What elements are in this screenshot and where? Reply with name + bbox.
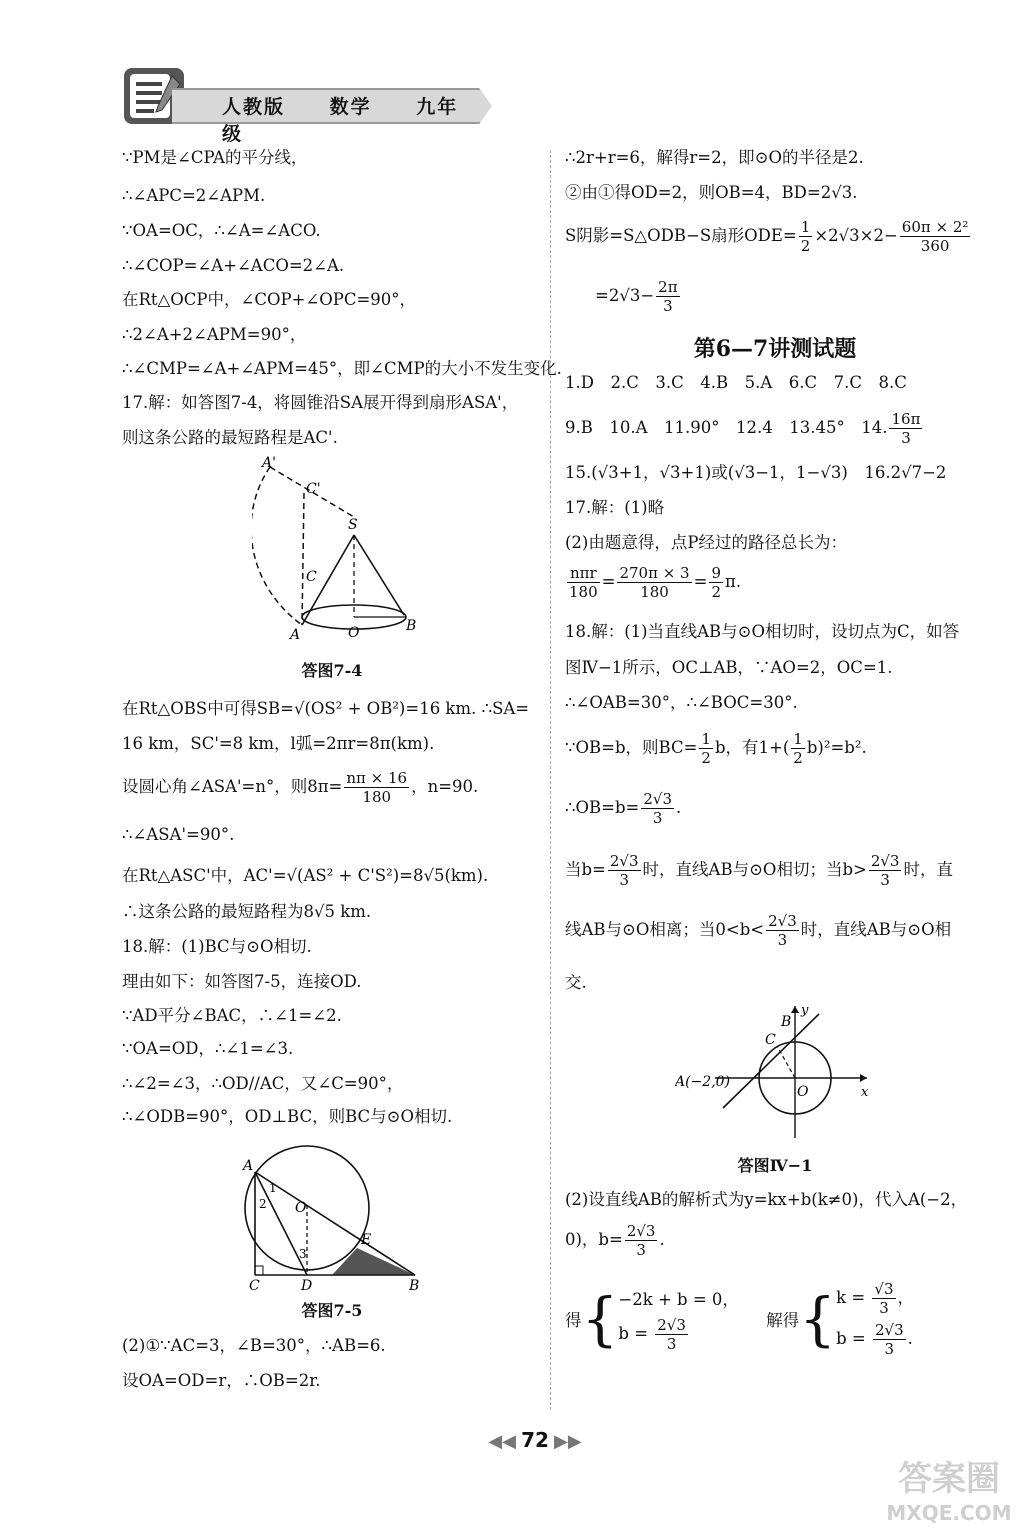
left-brace: {	[799, 1285, 837, 1353]
numerator: 2√3	[657, 1315, 686, 1334]
denominator: 3	[666, 1334, 677, 1353]
cone-figure	[252, 455, 432, 645]
fraction	[641, 790, 674, 827]
label-O: O	[797, 1084, 809, 1100]
text-line: 17.解：(1)略	[565, 498, 665, 517]
page-header	[122, 66, 502, 145]
fraction	[799, 218, 813, 255]
text-segment: ×2√3×2−	[814, 226, 898, 245]
header-title	[222, 92, 502, 146]
text-line: ∴∠APC=2∠APM.	[122, 186, 266, 205]
label-D: D	[301, 1278, 313, 1290]
text-line: 理由如下：如答图7-5，连接OD.	[122, 972, 362, 991]
coordinate-figure	[675, 1000, 875, 1140]
text-line: 16 km，SC'=8 km，l弧=2πr=8π(km).	[122, 734, 435, 753]
text-segment: b)²=b².	[806, 738, 867, 757]
denominator: 3	[663, 297, 673, 315]
left-brace: {	[581, 1285, 619, 1353]
label-C: C	[306, 569, 317, 585]
numerator: 16π	[891, 410, 921, 428]
solution-rows	[836, 1280, 914, 1358]
grade-label: 九年级	[222, 96, 459, 145]
text-line: ∴这条公路的最短路程为8√5 km.	[122, 902, 372, 921]
text-line: ∵AD平分∠BAC，∴∠1=∠2.	[122, 1006, 342, 1025]
text-segment: 当b=	[565, 860, 606, 879]
label-O: O	[348, 625, 360, 641]
fraction	[699, 730, 713, 767]
text-line: 18.解：(1)当直线AB与⊙O相切时，设切点为C，如答	[565, 622, 960, 641]
fraction	[766, 912, 799, 949]
denominator: 3	[777, 931, 788, 949]
watermark-logo	[879, 1448, 1019, 1528]
denominator: 2	[701, 749, 711, 767]
text-line	[565, 730, 867, 767]
answers-line: 1.D 2.C 3.C 4.B 5.A 6.C 7.C 8.C	[565, 373, 907, 392]
label-A: A	[243, 1158, 254, 1174]
label-C: C	[249, 1278, 260, 1290]
fraction	[655, 1316, 688, 1353]
label-O: O	[295, 1200, 307, 1216]
text-line: ∴∠ODB=90°，OD⊥BC，则BC与⊙O相切.	[122, 1107, 453, 1126]
text-segment: =2√3−	[595, 286, 655, 305]
denominator: 2	[800, 237, 811, 255]
text-line: ②由①得OD=2，则OB=4，BD=2√3.	[565, 183, 858, 202]
fraction	[617, 564, 691, 601]
text-line: 在Rt△OCP中，∠COP+∠OPC=90°，	[122, 290, 417, 309]
text-segment: .	[676, 798, 682, 817]
text-line: 在Rt△ASC'中，AC'=√(AS² + C'S²)=8√5(km).	[122, 866, 489, 885]
numerator: 2√3	[768, 912, 797, 930]
label-B: B	[406, 618, 417, 634]
text-segment: 9.B 10.A 11.90° 12.4 13.45° 14.	[565, 418, 888, 437]
fraction	[656, 278, 679, 315]
path-formula	[565, 564, 741, 601]
answers-line	[565, 410, 924, 447]
denominator: 3	[879, 1299, 889, 1317]
denominator: 180	[640, 583, 669, 601]
text-segment: 时，直线AB与⊙O相	[800, 920, 952, 939]
text-segment: k =	[836, 1288, 871, 1307]
text-line: 17.解：如答图7-4，将圆锥沿SA展开得到扇形ASA'，	[122, 393, 519, 412]
subject-label: 数学	[329, 96, 372, 118]
text-segment: 设圆心角∠ASA'=n°，则8π=	[122, 777, 343, 796]
text-segment: b =	[618, 1323, 654, 1343]
text-line: 交.	[565, 973, 587, 992]
text-segment: ∴OB=b=	[565, 798, 640, 817]
text-segment: ∵OB=b，则BC=	[565, 738, 698, 757]
text-line: ∵OA=OD，∴∠1=∠3.	[122, 1039, 294, 1058]
numerator: 1	[800, 218, 811, 236]
fraction	[873, 1321, 906, 1358]
text-line: ∴∠CMP=∠A+∠APM=45°，即∠CMP的大小不发生变化.	[122, 359, 562, 378]
denominator: 3	[884, 1340, 895, 1358]
page-footer	[470, 1428, 600, 1458]
figure-caption: 答图7-4	[301, 661, 363, 680]
numerator: 9	[711, 564, 721, 582]
denominator: 3	[636, 1241, 646, 1259]
denominator: 180	[362, 788, 392, 806]
denominator: 3	[880, 871, 890, 889]
label-E: E	[361, 1232, 372, 1248]
numerator: 2π	[658, 278, 678, 296]
text-segment: π.	[724, 572, 742, 591]
label-1: 1	[269, 1181, 277, 1195]
label-B: B	[781, 1014, 792, 1030]
area-formula	[565, 218, 972, 255]
text-line: ∴∠OAB=30°，∴∠BOC=30°.	[565, 693, 798, 712]
equation-row	[618, 1316, 739, 1353]
fraction	[889, 410, 922, 447]
label-3: 3	[299, 1247, 307, 1261]
text-line: 18.解：(1)BC与⊙O相切.	[122, 937, 312, 956]
numerator: 2√3	[874, 1321, 904, 1339]
text-line	[565, 912, 951, 949]
double-right-arrow-icon: ▶▶	[554, 1431, 582, 1452]
fraction	[608, 852, 641, 889]
section-title: 第6—7讲测试题	[693, 336, 857, 362]
text-segment: S阴影=S△ODB−S扇形ODE=	[565, 226, 797, 245]
text-line: ∵OA=OC，∴∠A=∠ACO.	[122, 221, 321, 240]
label-A-prime: A'	[262, 455, 276, 471]
fraction	[872, 1280, 895, 1317]
text-line: ∴∠2=∠3，∴OD//AC，又∠C=90°，	[122, 1074, 404, 1093]
page-number: 72	[521, 1428, 549, 1452]
numerator: √3	[874, 1280, 894, 1298]
denominator: 2	[793, 749, 803, 767]
fraction	[900, 218, 971, 255]
fraction	[709, 564, 723, 601]
text-segment: b，有1+(	[714, 738, 790, 757]
text-line: 设OA=OD=r，∴OB=2r.	[122, 1371, 321, 1390]
fraction	[791, 730, 805, 767]
label-2: 2	[259, 1197, 267, 1211]
text-segment: 时，直线AB与⊙O相切；当b>	[642, 860, 867, 879]
text-line: ∴∠COP=∠A+∠ACO=2∠A.	[122, 256, 345, 275]
text-segment: =	[693, 572, 708, 591]
label-y: y	[801, 1003, 809, 1018]
text-line: (2)①∵AC=3，∠B=30°，∴AB=6.	[122, 1336, 386, 1355]
text-segment: =	[601, 572, 616, 591]
numerator: nπr	[567, 564, 600, 583]
numerator: nπ × 16	[346, 769, 408, 787]
numerator: 1	[701, 730, 711, 748]
text-line	[565, 852, 953, 889]
numerator: 2√3	[609, 852, 639, 870]
figure-caption: 答图7-5	[301, 1301, 363, 1320]
numerator: 2√3	[626, 1222, 656, 1240]
label-A: A(−2,0)	[675, 1074, 731, 1090]
label-A: A	[290, 627, 301, 643]
label-C: C	[765, 1032, 776, 1048]
text-segment: ，n=90.	[411, 777, 479, 796]
text-line: ∴2r+r=6，解得r=2，即⊙O的半径是2.	[565, 148, 864, 167]
double-left-arrow-icon: ◀◀	[488, 1431, 516, 1452]
denominator: 360	[920, 237, 950, 255]
edition-label: 人教版	[222, 96, 286, 118]
text-segment: b =	[836, 1329, 871, 1348]
equation-row: −2k + b = 0，	[618, 1289, 739, 1309]
text-line: 图Ⅳ−1所示，OC⊥AB，∵AO=2，OC=1.	[565, 658, 893, 677]
text-segment: 线AB与⊙O相离；当0<b<	[565, 920, 765, 939]
text-segment: .	[659, 1230, 665, 1249]
area-result	[595, 278, 682, 315]
fraction	[344, 769, 409, 806]
solution-row: b = $\frac{2√3}{3}$ .	[836, 1321, 913, 1358]
watermark-title: 答案圈	[898, 1459, 1000, 1499]
numerator: 2√3	[870, 852, 900, 870]
answers-line: 15.(√3+1，√3+1)或(√3−1，1−√3) 16.2√7−2	[565, 463, 947, 482]
text-line: ∴2∠A+2∠APM=90°，	[122, 325, 307, 344]
numerator: 270π × 3	[619, 564, 690, 582]
figure-caption: 答图Ⅳ−1	[737, 1156, 813, 1175]
text-line	[565, 790, 681, 827]
text-line: ∴∠ASA'=90°.	[122, 825, 235, 844]
label-x: x	[861, 1085, 869, 1100]
fraction	[869, 852, 902, 889]
label-C-prime: C'	[306, 481, 321, 497]
column-divider	[550, 150, 551, 1410]
fraction	[567, 564, 600, 601]
text-line	[122, 769, 478, 806]
equation-system	[565, 1280, 914, 1358]
numerator: 2√3	[643, 790, 673, 808]
circle-triangle-figure	[237, 1140, 427, 1290]
text-line	[565, 1222, 665, 1259]
system-rows	[618, 1286, 739, 1353]
numerator: 1	[793, 730, 803, 748]
text-segment: 解得	[766, 1311, 800, 1330]
text-line: ∵PM是∠CPA的平分线，	[122, 148, 308, 167]
denominator: 3	[652, 809, 663, 827]
text-line: 在Rt△OBS中可得SB=√(OS² + OB²)=16 km. ∴SA=	[122, 699, 530, 718]
text-segment: 0)，b=	[565, 1230, 623, 1249]
text-line: (2)由题意得，点P经过的路径总长为：	[565, 533, 847, 552]
text-segment: 得	[565, 1311, 582, 1330]
denominator: 3	[619, 871, 629, 889]
fraction	[625, 1222, 658, 1259]
denominator: 3	[901, 429, 911, 447]
text-segment: 时，直	[903, 860, 953, 879]
denominator: 2	[711, 583, 721, 601]
label-S: S	[348, 517, 358, 533]
watermark-url: MXQE.COM	[886, 1501, 1012, 1525]
text-line: 则这条公路的最短路程是AC'.	[122, 428, 338, 447]
text-line: (2)设直线AB的解析式为y=kx+b(k≠0)，代入A(−2，	[565, 1190, 968, 1209]
numerator: 60π × 2²	[901, 218, 969, 236]
label-B: B	[409, 1278, 420, 1290]
solution-row: k = $\frac{√3}{3}$ ，	[836, 1280, 915, 1317]
denominator: 180	[569, 583, 598, 601]
